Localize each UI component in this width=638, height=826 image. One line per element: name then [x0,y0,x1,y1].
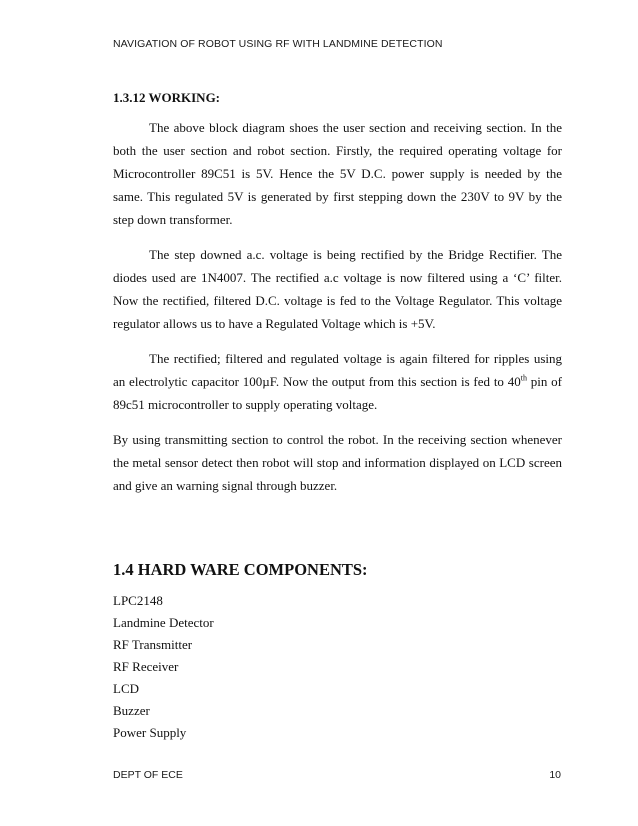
page-number: 10 [549,769,561,781]
list-item: LPC2148 [113,593,163,608]
hardware-components-heading: 1.4 HARD WARE COMPONENTS: [113,560,368,579]
working-heading: 1.3.12 WORKING: [113,90,221,105]
list-item: RF Transmitter [113,637,193,652]
list-item: Buzzer [113,703,150,718]
hardware-components-list [113,590,562,744]
working-paragraph-2: The step downed a.c. voltage is being rectified by the Bridge Rectifier. The diodes used are 1N4007. The rectified a.c voltage is now filtered using a ‘C’ filter. Now the rectified, filtered D.C. voltage is fed to the Voltage Regulator. This voltage regulator allows us to have a Regulated Voltage which is +5V. [113,247,562,331]
list-item: Power Supply [113,725,187,740]
list-item: LCD [113,681,139,696]
ordinal-suffix: th [520,373,527,383]
list-item: Landmine Detector [113,615,214,630]
working-paragraph-1: The above block diagram shoes the user section and receiving section. In the both the user section and robot section. Firstly, the required operating voltage for Microcontroller 89C51 is 5V. Hence the 5V D.C. power supply is needed by the same. This regulated 5V is generated by first stepping down the 230V to 9V by the step down transformer. [113,120,562,227]
running-header: NAVIGATION OF ROBOT USING RF WITH LANDMINE DETECTION [113,38,443,50]
page-body [113,88,562,744]
working-paragraph-3 [113,347,562,416]
working-paragraph-3-end: pin of 89c51 microcontroller to supply operating voltage. [113,374,562,412]
footer-department: DEPT OF ECE [113,769,183,781]
list-item: RF Receiver [113,659,179,674]
working-paragraph-4: By using transmitting section to control the robot. In the receiving section whenever the metal sensor detect then robot will stop and information displayed on LCD screen and give an warning signal through buzzer. [113,432,562,493]
working-paragraph-3-start: The rectified; filtered and regulated voltage is again filtered for ripples using an electrolytic capacitor 100µF. Now the output from this section is fed to 40 [113,351,562,389]
